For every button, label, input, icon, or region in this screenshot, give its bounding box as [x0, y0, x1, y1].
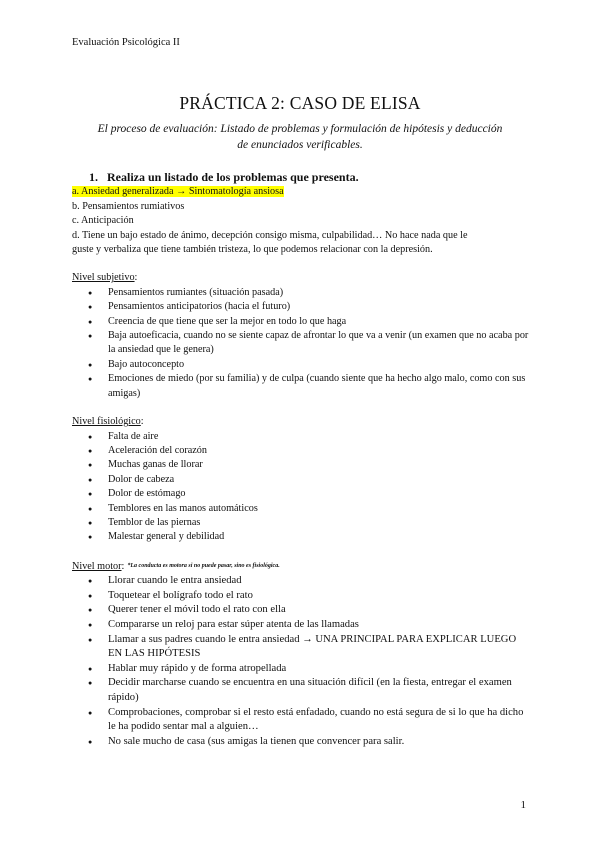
page-number: 1: [520, 799, 526, 811]
list-item: ● Bajo autoconcepto: [72, 358, 532, 372]
problem-d-line-1: d. Tiene un bajo estado de ánimo, decepción consigo misma, culpabilidad… No hace nada que le: [72, 229, 468, 241]
list-item: ● Dolor de estómago: [72, 487, 532, 501]
physiological-colon: :: [140, 416, 144, 428]
list-item: ● Querer tener el móvil todo el rato con ella: [72, 603, 532, 618]
document-body: [72, 170, 532, 749]
list-item: ● Llorar cuando le entra ansiedad: [72, 574, 532, 589]
motor-list: [72, 574, 532, 749]
highlighted-text: a. Ansiedad generalizada → Sintomatología ansiosa: [72, 186, 284, 198]
list-item: ● Temblores en las manos automáticos: [72, 502, 532, 516]
question-text: Realiza un listado de los problemas que presenta.: [107, 170, 359, 184]
list-item: ● Pensamientos rumiantes (situación pasada): [72, 286, 532, 300]
list-item: ● Decidir marcharse cuando se encuentra en una situación difícil (en la fiesta, entregar el examen rápido): [72, 676, 532, 705]
physiological-heading: [72, 415, 532, 429]
problem-a: [72, 185, 532, 199]
list-item: ● Toquetear el bolígrafo todo el rato: [72, 589, 532, 604]
list-item: ● Creencia de que tiene que ser la mejor en todo lo que haga: [72, 315, 532, 329]
list-item: ● Hablar muy rápido y de forma atropellada: [72, 662, 532, 677]
list-item: ● Baja autoeficacia, cuando no se siente capaz de afrontar lo que va a venir (un examen que no acaba por la ansiedad que le genera): [72, 329, 532, 358]
motor-note: *La conducta es motora si no puede pasar, sino es fisiológica.: [127, 562, 280, 569]
list-item: ● Aceleración del corazón: [72, 444, 532, 458]
subjective-colon: :: [134, 272, 138, 284]
list-item: ● Falta de aire: [72, 430, 532, 444]
list-item: ● Compararse un reloj para estar súper atenta de las llamadas: [72, 618, 532, 633]
physiological-title: Nivel fisiológico: [72, 416, 141, 428]
list-item: ● Pensamientos anticipatorios (hacia el futuro): [72, 300, 532, 314]
subjective-title: Nivel subjetivo: [72, 272, 135, 284]
list-item: ● Dolor de cabeza: [72, 473, 532, 487]
physiological-list: [72, 430, 532, 545]
subjective-list: [72, 286, 532, 401]
list-item: ● Comprobaciones, comprobar si el resto está enfadado, cuando no está segura de si lo que ha dicho le ha podido sentar mal a alguien…: [72, 706, 532, 735]
question-heading: [89, 170, 532, 184]
motor-colon: :: [121, 560, 125, 572]
list-item: ● Emociones de miedo (por su familia) y de culpa (cuando siente que ha hecho algo malo, como con sus amigas): [72, 372, 532, 401]
list-item: ● Muchas ganas de llorar: [72, 458, 532, 472]
subjective-heading: [72, 271, 532, 285]
problem-b: b. Pensamientos rumiativos: [72, 200, 185, 212]
page-title: PRÁCTICA 2: CASO DE ELISA: [179, 93, 421, 113]
problem-d-line-2: guste y verbaliza que tiene también tristeza, lo que podemos relacionar con la depresión.: [72, 244, 433, 256]
problem-c: c. Anticipación: [72, 215, 134, 227]
list-item: ● Llamar a sus padres cuando le entra ansiedad → UNA PRINCIPAL PARA EXPLICAR LUEGO EN LAS HIPÓTESIS: [72, 633, 532, 662]
list-item: ● Temblor de las piernas: [72, 516, 532, 530]
list-item: ● Malestar general y debilidad: [72, 530, 532, 544]
list-item: ● No sale mucho de casa (sus amigas la tienen que convencer para salir.: [72, 735, 532, 750]
motor-title: Nivel motor: [72, 560, 122, 572]
motor-heading: [72, 559, 532, 574]
page-subtitle: El proceso de evaluación: Listado de problemas y formulación de hipótesis y deducción de enunciados verificables.: [97, 123, 503, 151]
running-header: Evaluación Psicológica II: [72, 37, 180, 48]
question-number: 1.: [89, 170, 98, 184]
